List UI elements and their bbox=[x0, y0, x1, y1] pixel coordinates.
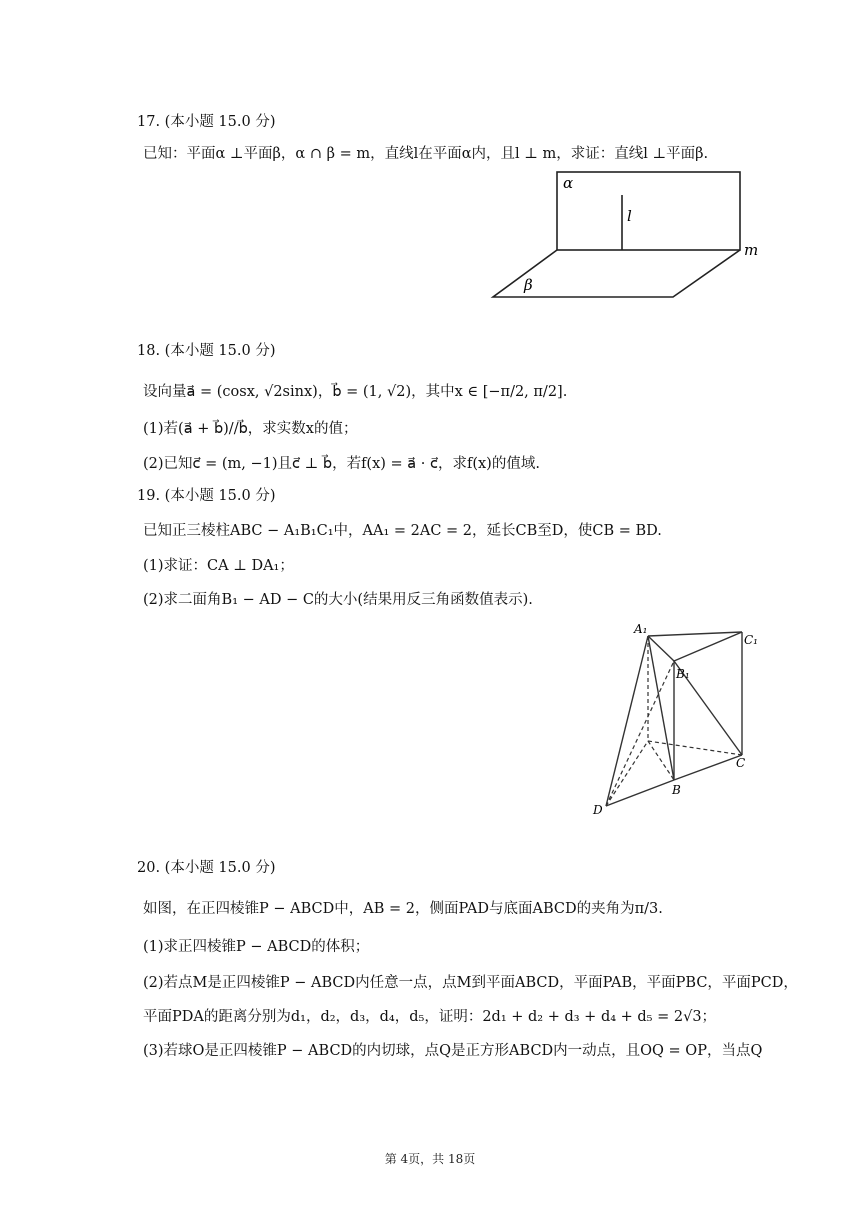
label-alpha: α bbox=[563, 174, 574, 192]
label-C: C bbox=[736, 756, 746, 770]
problem-19-part-1: (1)求证：CA ⊥ DA₁； bbox=[143, 558, 294, 574]
label-m: m bbox=[744, 241, 759, 259]
problem-19-text: 已知正三棱柱ABC − A₁B₁C₁中，AA₁ = 2AC = 2，延长CB至D，使CB = BD. bbox=[143, 523, 662, 539]
label-B1: B₁ bbox=[676, 667, 690, 681]
problem-20-part-2: (2)若点M是正四棱锥P − ABCD内任意一点，点M到平面ABCD，平面PAB，平面PBC，平面PCD， bbox=[143, 975, 798, 991]
problem-20-part-1: (1)求正四棱锥P − ABCD的体积； bbox=[143, 939, 370, 955]
problem-18-part-1: (1)若(a⃗ + b⃗)//b⃗，求实数x的值； bbox=[143, 421, 358, 437]
label-D: D bbox=[593, 803, 603, 816]
label-B: B bbox=[672, 783, 681, 797]
figure-perpendicular-planes bbox=[486, 166, 766, 306]
page-footer: 第 4页，共 18页 bbox=[384, 1152, 476, 1166]
problem-18-part-2: (2)已知c⃗ = (m, −1)且c⃗ ⊥ b⃗，若f(x) = a⃗ · c⃗，求f(x)的值域. bbox=[143, 456, 540, 472]
problem-18-header: 18. (本小题 15.0 分) bbox=[137, 343, 276, 359]
problem-18-text: 设向量a⃗ = (cosx, √2sinx)，b⃗ = (1, √2)，其中x ∈ [−π/2, π/2]. bbox=[143, 384, 568, 400]
label-beta: β bbox=[524, 276, 533, 294]
problem-19-part-2: (2)求二面角B₁ − AD − C的大小(结果用反三角函数值表示). bbox=[143, 592, 533, 608]
label-C1: C₁ bbox=[744, 633, 758, 647]
problem-20-part-2-continued: 平面PDA的距离分别为d₁，d₂，d₃，d₄，d₅，证明：2d₁ + d₂ + d₃ + d₄ + d₅ = 2√3； bbox=[143, 1009, 717, 1025]
problem-20-text: 如图，在正四棱锥P − ABCD中，AB = 2，侧面PAD与底面ABCD的夹角为π/3. bbox=[143, 901, 663, 917]
problem-17-text: 已知：平面α ⊥平面β，α ∩ β = m，直线l在平面α内，且l ⊥ m，求证：直线l ⊥平面β. bbox=[143, 146, 709, 162]
label-l: l bbox=[627, 207, 632, 225]
label-A1: A₁ bbox=[634, 622, 648, 636]
problem-20-part-3: (3)若球O是正四棱锥P − ABCD的内切球，点Q是正方形ABCD内一动点，且OQ = OP，当点Q bbox=[143, 1043, 763, 1059]
problem-17-header: 17. (本小题 15.0 分) bbox=[137, 114, 276, 130]
problem-19-header: 19. (本小题 15.0 分) bbox=[137, 488, 276, 504]
problem-20-header: 20. (本小题 15.0 分) bbox=[137, 860, 276, 876]
figure-triangular-prism bbox=[590, 618, 765, 816]
